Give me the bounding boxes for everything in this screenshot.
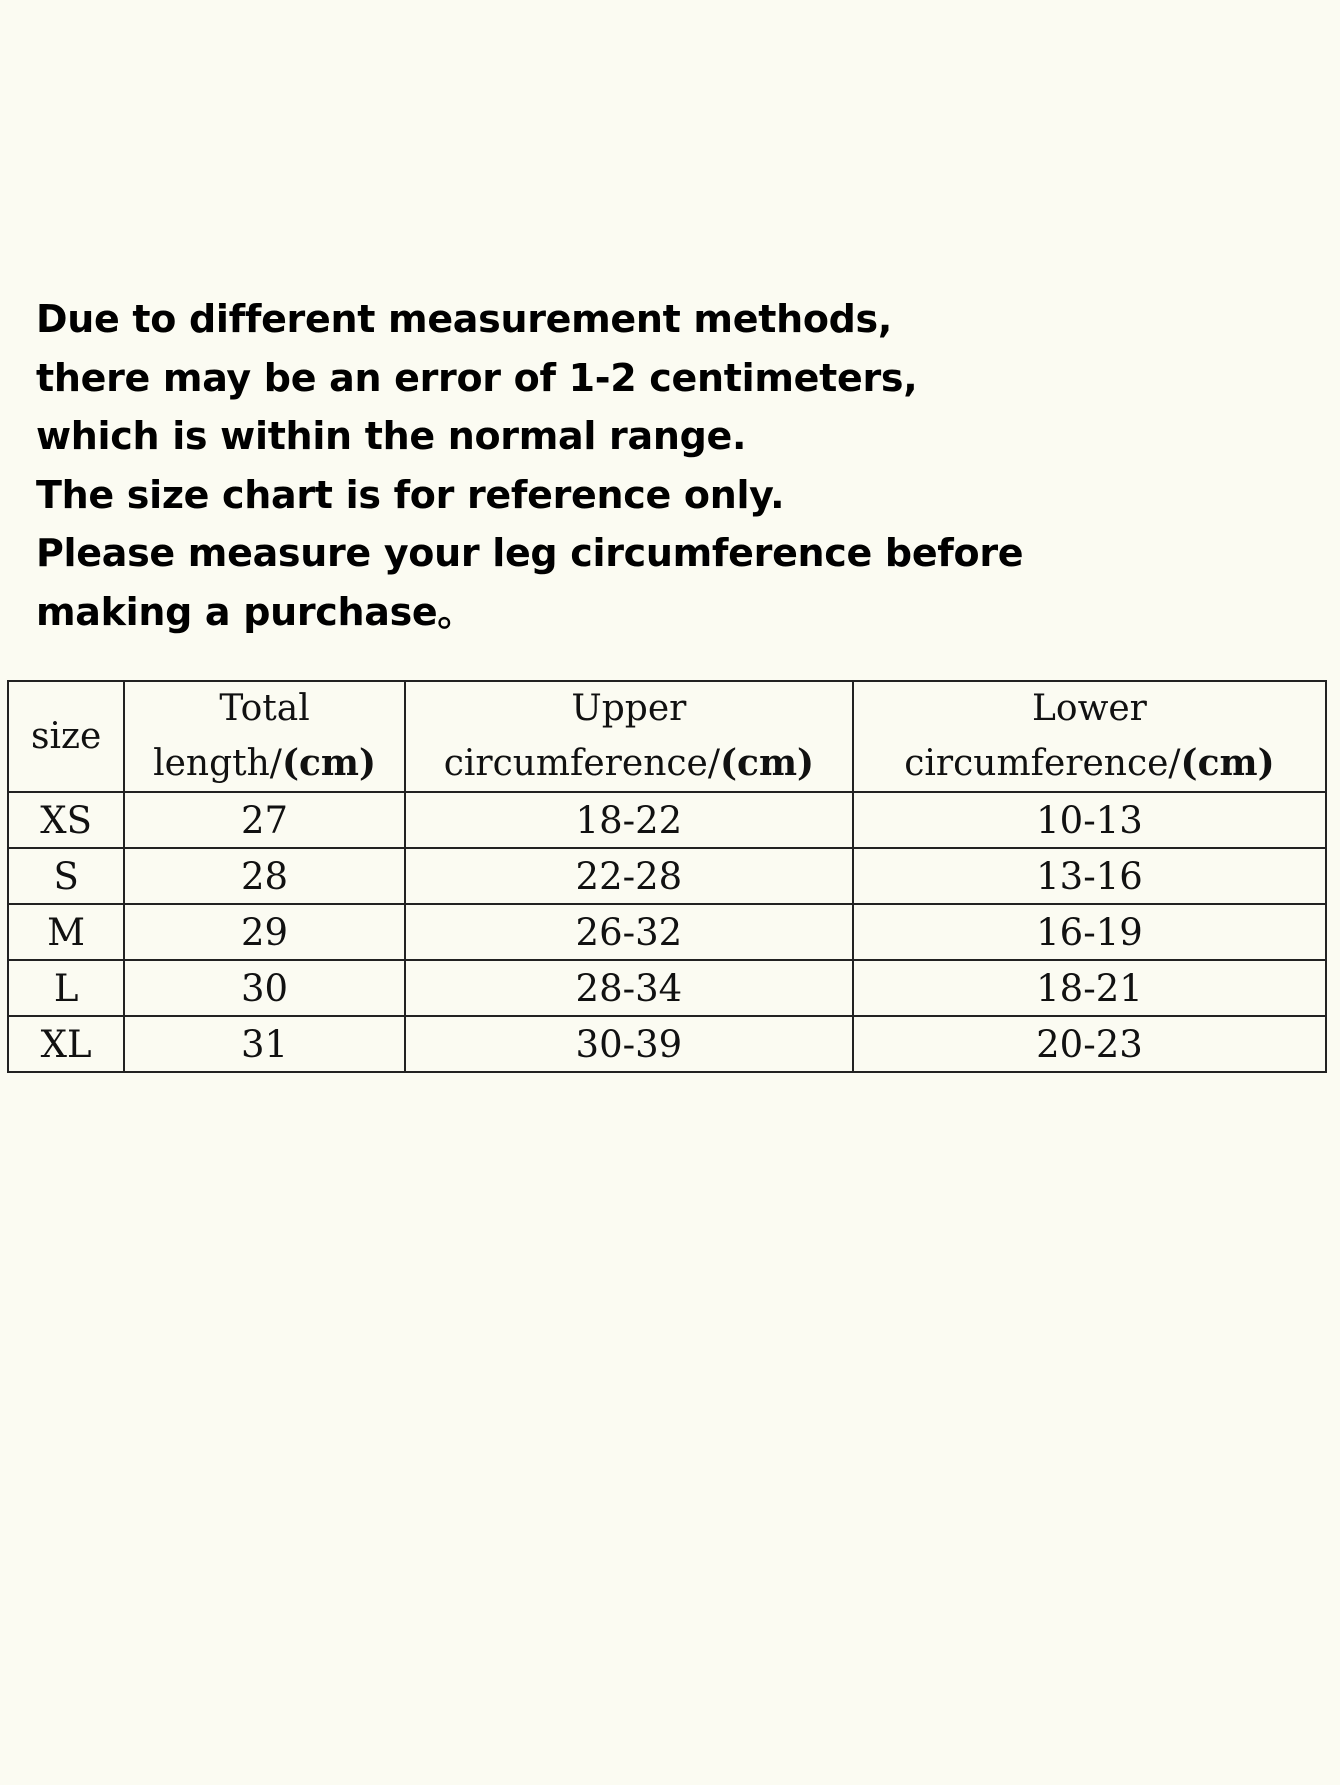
cell-upper-circumference: 26-32 (405, 904, 853, 960)
header-upper-top: Upper (571, 688, 687, 729)
cell-lower-circumference: 20-23 (853, 1016, 1326, 1072)
header-total-length (124, 681, 405, 792)
header-unit: (cm) (1180, 742, 1275, 784)
notice-line: which is within the normal range. (36, 414, 747, 458)
cell-total-length: 31 (124, 1016, 405, 1072)
header-upper-bottom: circumference/ (443, 743, 720, 784)
header-lower-top: Lower (1031, 688, 1147, 729)
cell-upper-circumference: 18-22 (405, 792, 853, 848)
cell-upper-circumference: 22-28 (405, 848, 853, 904)
table-row (8, 960, 1326, 1016)
cell-total-length: 30 (124, 960, 405, 1016)
header-unit: (cm) (719, 742, 815, 784)
cell-total-length: 29 (124, 904, 405, 960)
table-row (8, 904, 1326, 960)
notice-line: The size chart is for reference only. (36, 472, 785, 517)
header-unit: (cm) (281, 742, 377, 784)
cell-size: M (8, 904, 124, 960)
notice-line: making a purchase。 (36, 589, 476, 634)
notice-line: there may be an error of 1-2 centimeters, (36, 355, 918, 400)
table-row (8, 1016, 1326, 1072)
header-lower-bottom: circumference/ (904, 743, 1181, 784)
size-chart-table (7, 680, 1327, 1073)
cell-size: XL (8, 1016, 124, 1072)
header-lower-circumference (853, 681, 1326, 792)
cell-upper-circumference: 30-39 (405, 1016, 853, 1072)
cell-lower-circumference: 16-19 (853, 904, 1326, 960)
cell-size: XS (8, 792, 124, 848)
cell-upper-circumference: 28-34 (405, 960, 853, 1016)
table-row (8, 848, 1326, 904)
notice-line: Please measure your leg circumference before (36, 531, 1024, 575)
table-row (8, 792, 1326, 848)
header-size (8, 681, 124, 792)
cell-lower-circumference: 13-16 (853, 848, 1326, 904)
header-size-label: size (30, 715, 102, 757)
cell-total-length: 28 (124, 848, 405, 904)
cell-lower-circumference: 10-13 (853, 792, 1326, 848)
header-total-top: Total (219, 688, 310, 729)
cell-size: S (8, 848, 124, 904)
header-upper-circumference (405, 681, 853, 792)
cell-total-length: 27 (124, 792, 405, 848)
measurement-notice (36, 290, 1136, 641)
cell-size: L (8, 960, 124, 1016)
cell-lower-circumference: 18-21 (853, 960, 1326, 1016)
notice-line: Due to different measurement methods, (36, 297, 892, 341)
table-header-row (8, 681, 1326, 792)
header-total-bottom: length/ (153, 743, 282, 784)
